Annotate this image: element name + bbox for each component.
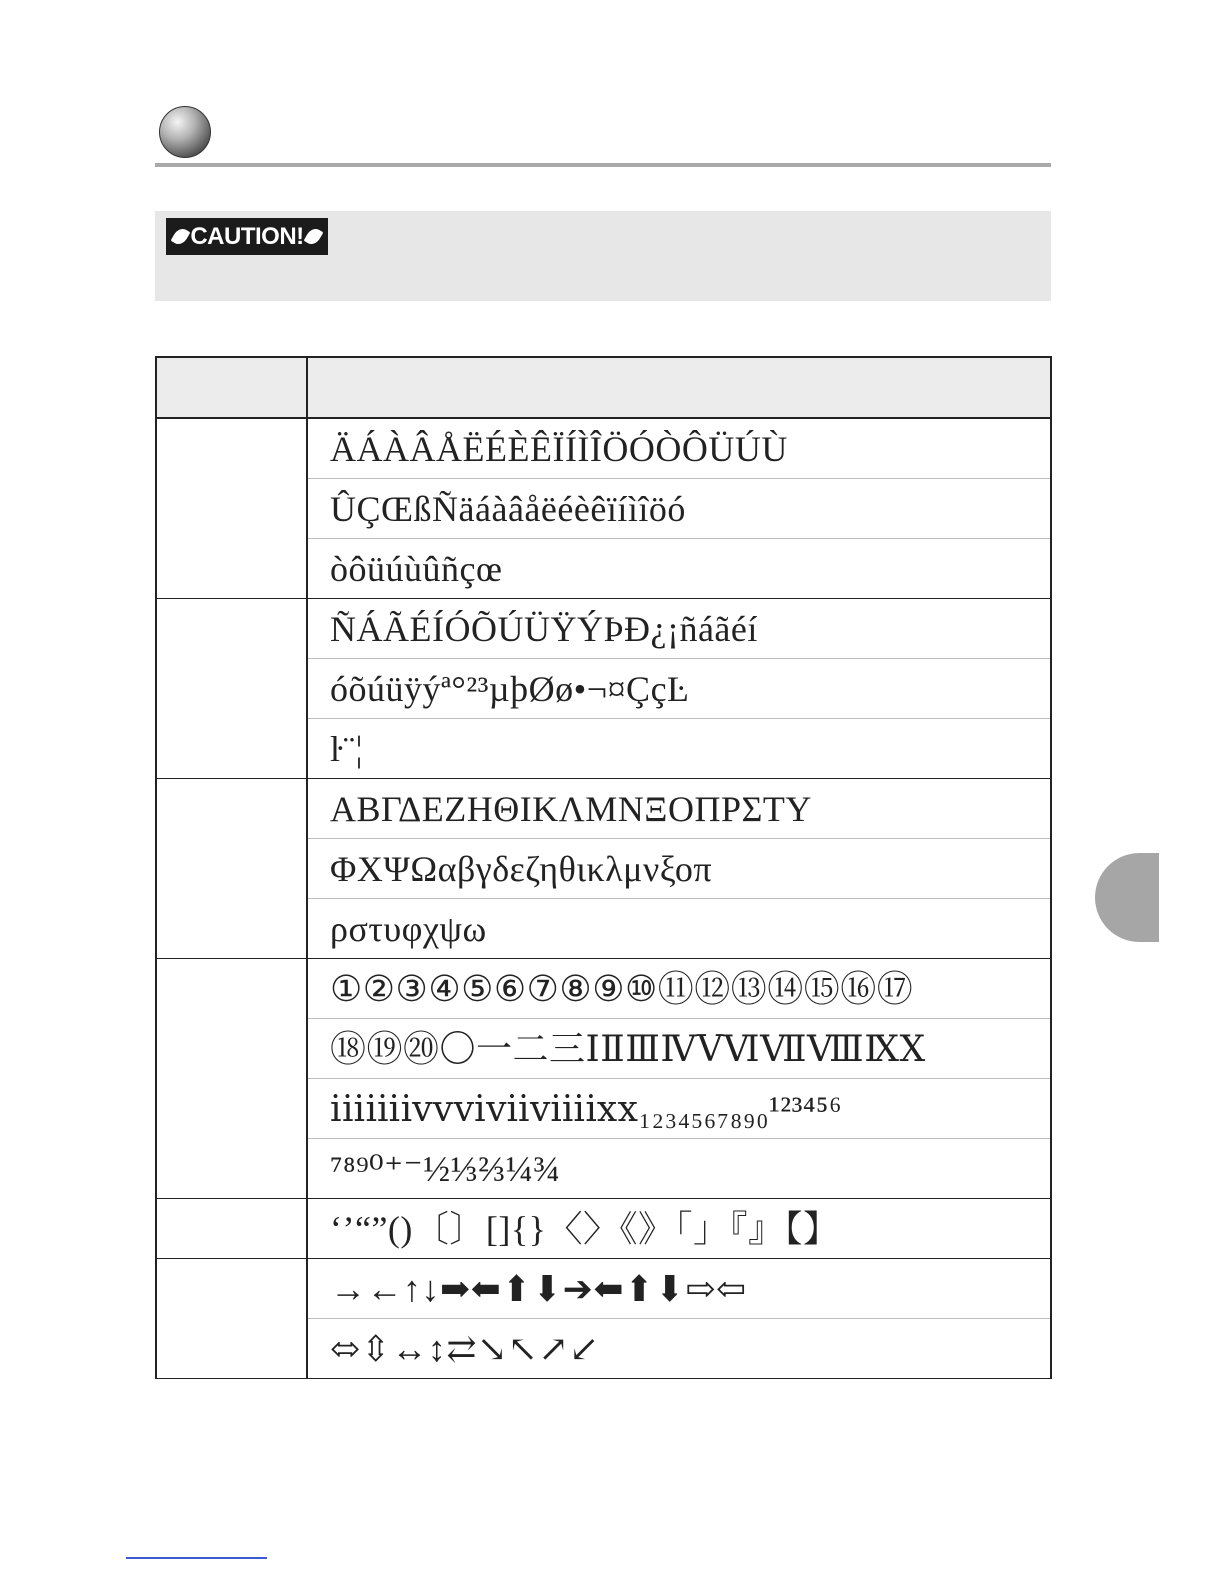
category-cell-5 — [156, 1199, 307, 1259]
header-category-cell — [156, 357, 307, 418]
caution-badge — [166, 218, 328, 255]
table-row — [156, 1259, 1051, 1319]
table-row — [156, 599, 1051, 659]
characters-cell: ‘’“”()〔〕[]{}〈〉《》「」『』【】 — [307, 1199, 1051, 1259]
leaf-icon — [171, 226, 191, 247]
category-cell-4 — [156, 959, 307, 1199]
characters-cell: ŀ¨¦ — [307, 719, 1051, 779]
characters-cell: òôüúùûñçœ — [307, 539, 1051, 599]
characters-cell: ÛÇŒßÑäáàâåëéèêïíìîöó — [307, 479, 1051, 539]
section-bullet-icon — [159, 106, 211, 158]
category-cell-1 — [156, 418, 307, 599]
leaf-icon — [303, 226, 323, 247]
table-row — [156, 418, 1051, 479]
characters-cell: óõúüÿýª°²³µþØø•¬¤ÇçĿ — [307, 659, 1051, 719]
characters-cell: ΑΒΓΔΕΖΗΘΙΚΛΜΝΞΟΠΡΣΤΥ — [307, 779, 1051, 839]
header-characters-cell — [307, 357, 1051, 418]
category-cell-2 — [156, 599, 307, 779]
table-header-row — [156, 357, 1051, 418]
category-cell-3 — [156, 779, 307, 959]
characters-cell: ⁷⁸⁹⁰⁺⁻½⅓⅔¼¾ — [307, 1139, 1051, 1199]
character-table — [155, 356, 1052, 1379]
characters-cell: →←↑↓➡⬅⬆⬇➔⬅⬆⬇⇨⇦ — [307, 1259, 1051, 1319]
caution-label: CAUTION! — [190, 222, 304, 250]
category-cell-6 — [156, 1259, 307, 1379]
title-divider — [155, 163, 1051, 167]
characters-cell: ①②③④⑤⑥⑦⑧⑨⑩⑪⑫⑬⑭⑮⑯⑰ — [307, 959, 1051, 1019]
caution-box — [155, 211, 1051, 301]
characters-cell: ⑱⑲⑳〇一二三ⅠⅡⅢⅣⅤⅥⅦⅧⅨⅩ — [307, 1019, 1051, 1079]
characters-cell: ⅰⅱⅲⅳⅴⅵⅶⅷⅸⅹ₁₂₃₄₅₆₇₈₉₀¹²³⁴⁵⁶ — [307, 1079, 1051, 1139]
characters-cell: ⬄⇳↔↕⇄↘↖↗↙ — [307, 1319, 1051, 1379]
table-row — [156, 959, 1051, 1019]
chapter-side-tab — [1095, 853, 1159, 942]
footer-link-underline — [126, 1557, 267, 1559]
characters-cell: ÄÁÀÂÅËÉÈÊÏÍÌÎÖÓÒÔÜÚÙ — [307, 418, 1051, 479]
table-row — [156, 1199, 1051, 1259]
characters-cell: ρστυφχψω — [307, 899, 1051, 959]
table-row — [156, 779, 1051, 839]
characters-cell: ΦΧΨΩαβγδεζηθικλμνξοπ — [307, 839, 1051, 899]
characters-cell: ÑÁÃÉÍÓÕÚÜŸÝÞĐ¿¡ñáãéí — [307, 599, 1051, 659]
